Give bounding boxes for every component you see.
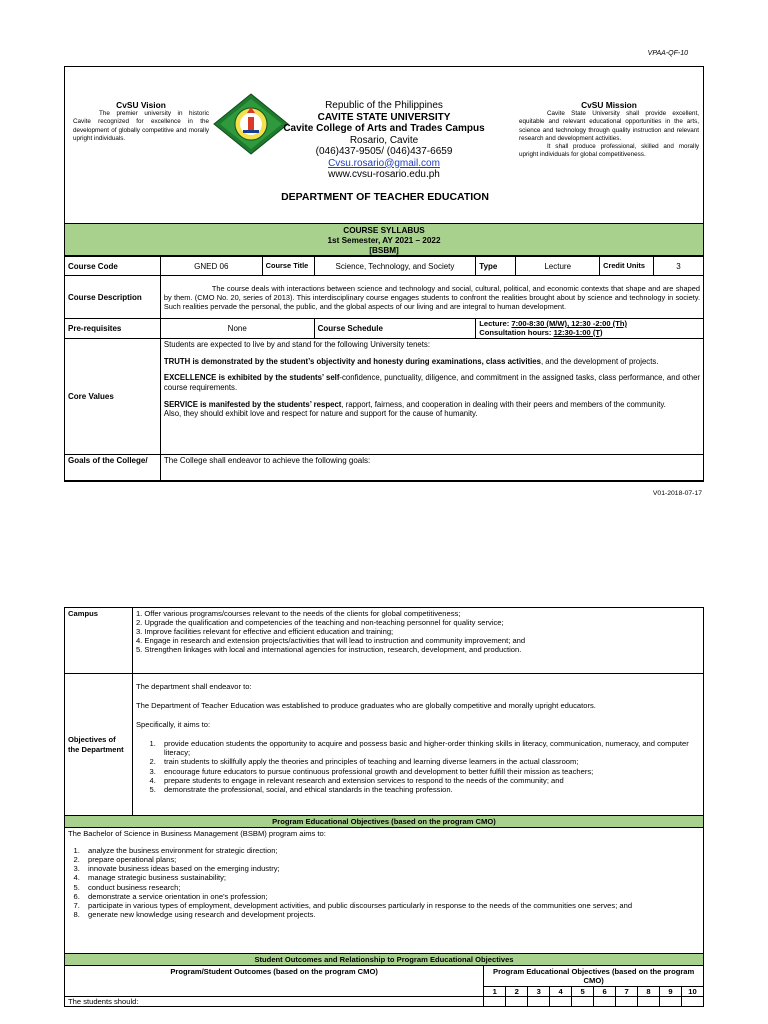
service-tenet: SERVICE is manifested by the students’ respect, rapport, fairness, and cooperation in dealing with their peers and members of the community. — [163, 399, 666, 409]
objectives-mission: The Department of Teacher Education was established to produce graduates who are globally competitive and morally upright educators. — [135, 701, 596, 711]
objectives-intro: The department shall endeavor to: — [135, 682, 252, 691]
goals-objectives-table — [64, 607, 704, 1007]
credit-units-label: Credit Units — [600, 257, 654, 276]
list-item: 4. prepare students to engage in relevant research and extension services to respond to the needs of the community; and — [158, 776, 700, 785]
campus-goal: 2. Upgrade the qualification and competencies of the teaching and non-teaching personnel for quality service; — [135, 618, 504, 628]
so-cell — [484, 997, 506, 1007]
course-description-text: The course deals with interactions between science and technology and social, cultural, political, and economic contexts that shape and are shaped by them. (CMO No. 20, series of 2013). This interdisciplinary course engages students to confront the realities brought about by science and technology in society. Such realities pervade the personal, the public, and the global aspects of our living and are integral to human development. — [160, 276, 703, 319]
phone-line: (046)437-9505/ (046)437-6659 — [315, 146, 453, 157]
list-item: 7. participate in various types of employment, development activities, and public discourses particularly in response to the needs of the communities one serves; and — [82, 901, 700, 910]
so-left-header: Program/Student Outcomes (based on the program CMO) — [65, 966, 484, 997]
core-values-row — [65, 339, 704, 455]
so-cell — [682, 997, 704, 1007]
location-line: Rosario, Cavite — [349, 134, 419, 146]
course-info-table — [64, 256, 704, 481]
semester-line: 1st Semester, AY 2021 – 2022 — [327, 236, 441, 245]
campus-goal: 5. Strengthen linkages with local and international agencies for instruction, research, development, and production. — [135, 645, 522, 655]
list-item: 1. provide education students the opportunity to acquire and possess basic and higher-order thinking skills in literacy, communication, numeracy, and computer literacy; — [158, 739, 700, 757]
list-item: 5. conduct business research; — [82, 883, 700, 892]
so-right-header: Program Educational Objectives (based on the program CMO) — [484, 966, 704, 987]
list-item: 5. demonstrate the professional, social, and ethical standards in the teaching profession. — [158, 785, 700, 794]
course-code-row — [65, 257, 704, 276]
peo-content-row — [65, 828, 704, 954]
campus-goal: 4. Engage in research and extension projects/activities that will lead to instruction and community improvement; and — [135, 636, 526, 646]
peo-band-row — [65, 816, 704, 828]
campus-name: Cavite College of Arts and Trades Campus — [283, 123, 485, 134]
peo-band: Program Educational Objectives (based on the program CMO) — [65, 816, 704, 828]
students-should: The students should: — [65, 997, 484, 1007]
truth-tenet: TRUTH is demonstrated by the student’s objectivity and honesty during examinations, class activities, and the development of projects. — [163, 356, 659, 366]
vision-title: CvSU Vision — [116, 100, 166, 110]
peo-number: 8 — [638, 987, 660, 997]
goals-label: Goals of the College/ — [65, 455, 161, 481]
objectives-list — [158, 739, 700, 794]
objectives-specific: Specifically, it aims to: — [135, 720, 211, 730]
campus-goal: 1. Offer various programs/courses relevant to the needs of the clients for global competitiveness; — [135, 609, 461, 618]
peo-content — [65, 828, 704, 954]
core-values-label: Core Values — [65, 339, 161, 455]
department-objectives-row — [65, 674, 704, 816]
peo-number: 1 — [484, 987, 506, 997]
university-name: CAVITE STATE UNIVERSITY — [317, 111, 451, 123]
peo-number: 7 — [616, 987, 638, 997]
mission-block — [519, 101, 699, 159]
peo-number: 5 — [572, 987, 594, 997]
campus-goals-list — [132, 608, 703, 674]
list-item: 4. manage strategic business sustainability; — [82, 873, 700, 882]
credit-units-value: 3 — [654, 257, 704, 276]
university-info — [265, 100, 503, 181]
vision-block — [73, 101, 209, 143]
so-cell — [638, 997, 660, 1007]
department-objectives-text — [132, 674, 703, 816]
republic-line: Republic of the Philippines — [325, 100, 443, 111]
so-cell — [594, 997, 616, 1007]
type-label: Type — [476, 257, 516, 276]
so-cell — [572, 997, 594, 1007]
peo-number: 10 — [682, 987, 704, 997]
syllabus-page-1 — [64, 66, 704, 482]
mission-text-1: Cavite State University shall provide excellent, equitable and relevant educational opportunities in the arts, science and technology through quality instruction and relevant research and development activities. — [519, 110, 699, 142]
campus-goals-row — [65, 608, 704, 674]
so-band-row — [65, 954, 704, 966]
excellence-tenet: EXCELLENCE is exhibited by the students’ self-confidence, punctuality, diligence, and commitment in the assigned tasks, class performance, and other course requirements. — [163, 373, 700, 392]
prerequisites-value: None — [160, 319, 314, 339]
email-link[interactable]: Cvsu.rosario@gmail.com — [328, 157, 440, 169]
syllabus-title: COURSE SYLLABUS — [343, 226, 425, 235]
course-schedule-label: Course Schedule — [314, 319, 476, 339]
vision-text: The premier university in historic Cavite recognized for excellence in the development of globally competitive and morally upright individuals. — [73, 110, 209, 142]
footer-code: V01-2018-07-17 — [652, 490, 702, 497]
core-values-intro: Students are expected to live by and stand for the following University tenets: — [163, 340, 430, 350]
peo-number: 6 — [594, 987, 616, 997]
list-item: 2. prepare operational plans; — [82, 855, 700, 864]
prerequisites-row — [65, 319, 704, 339]
list-item: 3. encourage future educators to pursue continuous professional growth and development to better fulfill their mission as teachers; — [158, 767, 700, 776]
course-code-value: GNED 06 — [160, 257, 262, 276]
so-cell — [506, 997, 528, 1007]
so-cell — [660, 997, 682, 1007]
list-item: 2. train students to skillfully apply the theories and principles of teaching and learning diverse learners in the actual classroom; — [158, 757, 700, 766]
mission-text-2: It shall produce professional, skilled and morally upright individuals for global competitiveness. — [519, 143, 699, 159]
list-item: 1. analyze the business environment for strategic direction; — [82, 846, 700, 855]
so-band: Student Outcomes and Relationship to Program Educational Objectives — [65, 954, 704, 966]
so-students-row — [65, 997, 704, 1007]
so-header-row — [65, 966, 704, 987]
department-title: DEPARTMENT OF TEACHER EDUCATION — [281, 191, 489, 203]
website-line: www.cvsu-rosario.edu.ph — [328, 169, 440, 180]
core-values-text — [160, 339, 703, 455]
course-description-row — [65, 276, 704, 319]
peo-number: 9 — [660, 987, 682, 997]
course-description-label: Course Description — [65, 276, 161, 319]
objectives-label: Objectives of the Department — [65, 674, 133, 816]
campus-goal: 3. Improve facilities relevant for effective and efficient education and training; — [135, 627, 394, 637]
type-value: Lecture — [516, 257, 600, 276]
document-header — [65, 67, 703, 223]
list-item: 6. demonstrate a service orientation in one's profession; — [82, 892, 700, 901]
course-schedule-value — [476, 319, 704, 339]
list-item: 8. generate new knowledge using research and development projects. — [82, 910, 700, 919]
list-item: 3. innovate business ideas based on the emerging industry; — [82, 864, 700, 873]
form-code: VPAA-QF-10 — [647, 50, 688, 57]
consultation-schedule: Consultation hours: 12:30-1:00 (T) — [479, 327, 603, 337]
peo-number: 4 — [550, 987, 572, 997]
so-cell — [528, 997, 550, 1007]
peo-number: 2 — [506, 987, 528, 997]
course-syllabus-band — [65, 223, 703, 256]
campus-label: Campus — [65, 608, 133, 674]
mission-title: CvSU Mission — [581, 100, 637, 110]
lecture-schedule: Lecture: 7:00-8:30 (M/W), 12:30 -2:00 (Th) — [479, 319, 628, 328]
prerequisites-label: Pre-requisites — [65, 319, 161, 339]
course-title-value: Science, Technology, and Society — [314, 257, 476, 276]
peo-list — [82, 846, 700, 919]
peo-number: 3 — [528, 987, 550, 997]
program-code: [BSBM] — [369, 246, 399, 255]
course-title-label: Course Title — [262, 257, 314, 276]
so-cell — [616, 997, 638, 1007]
course-code-label: Course Code — [65, 257, 161, 276]
goals-text: The College shall endeavor to achieve the following goals: — [160, 455, 703, 481]
humanity-line: Also, they should exhibit love and respect for nature and support for the cause of humanity. — [163, 409, 478, 419]
peo-intro: The Bachelor of Science in Business Management (BSBM) program aims to: — [68, 829, 326, 839]
so-cell — [550, 997, 572, 1007]
goals-row — [65, 455, 704, 481]
